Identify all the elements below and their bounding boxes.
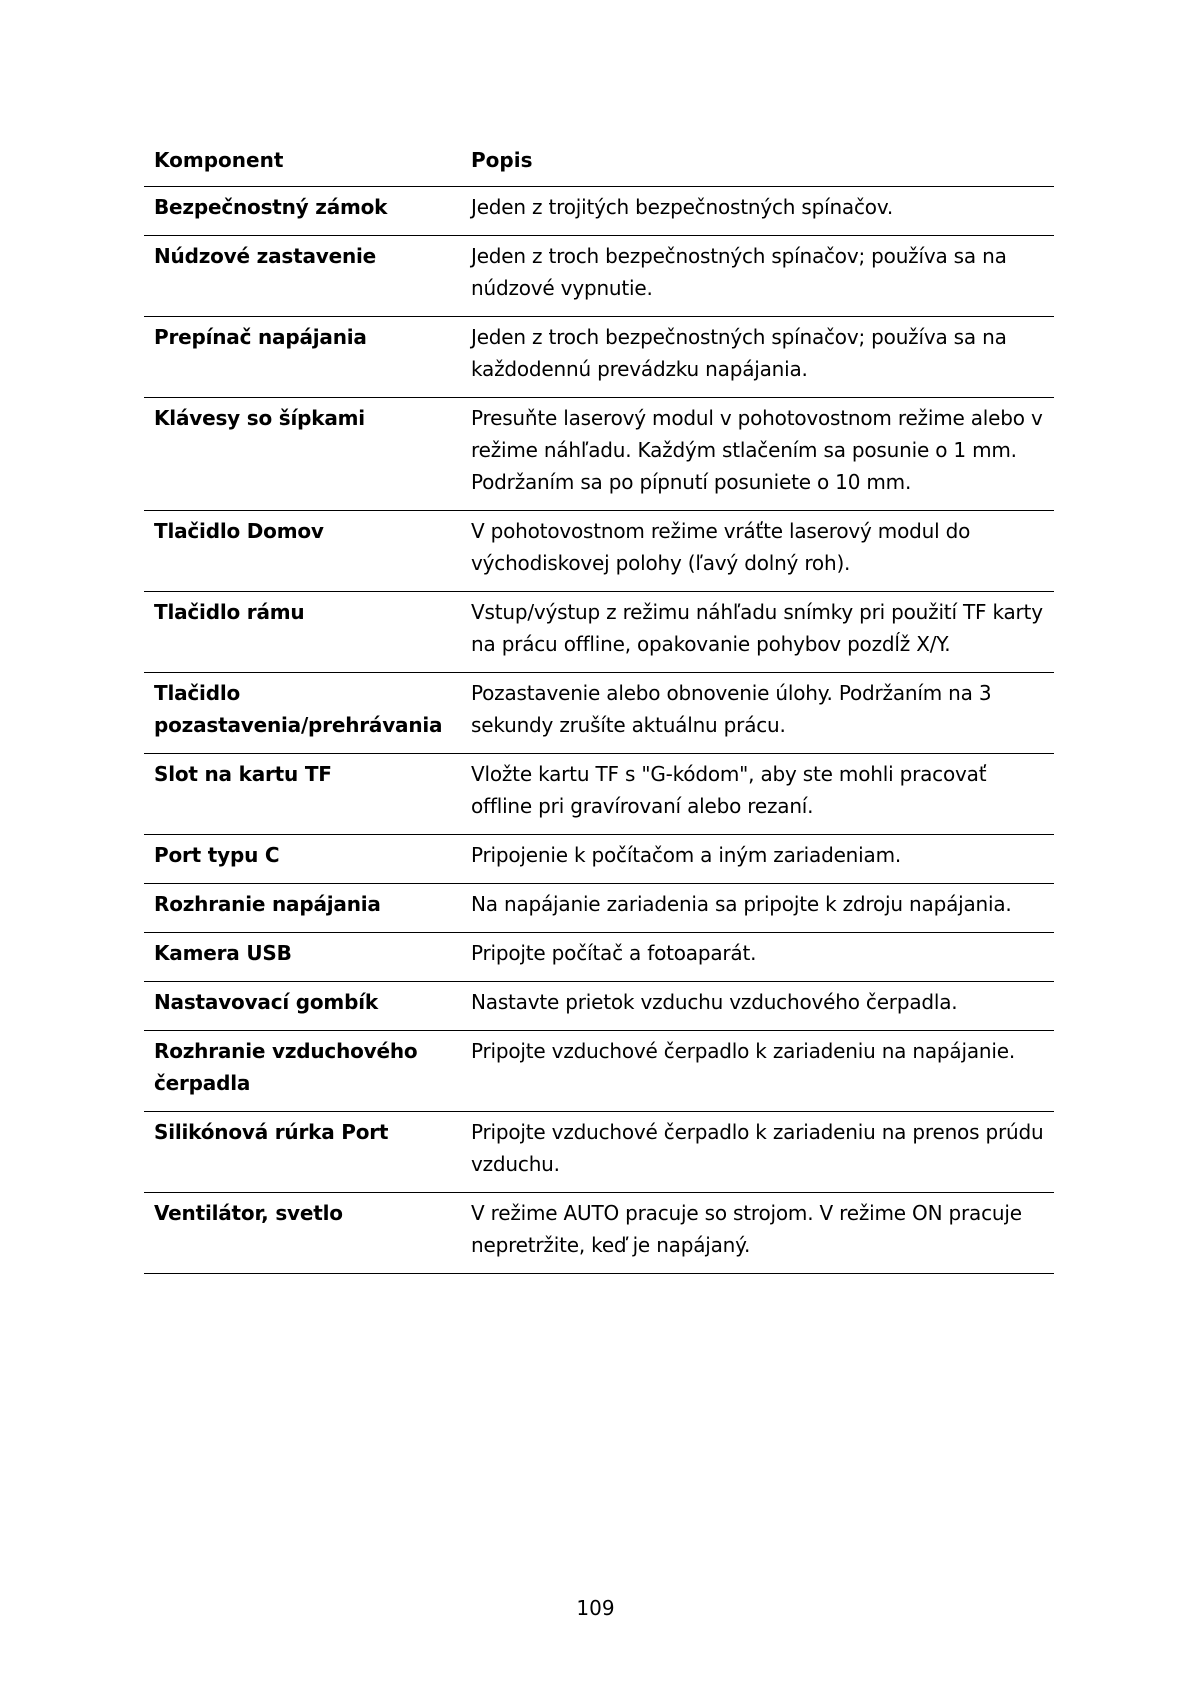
table-row — [144, 236, 1054, 317]
component-description: Vstup/výstup z režimu náhľadu snímky pri použití TF karty na prácu offline, opakovanie pohybov pozdĺž X/Y. — [461, 592, 1054, 673]
component-name: Tlačidlo rámu — [144, 592, 461, 673]
table-row — [144, 835, 1054, 884]
component-name: Núdzové zastavenie — [144, 236, 461, 317]
component-description: Pozastavenie alebo obnovenie úlohy. Podržaním na 3 sekundy zrušíte aktuálnu prácu. — [461, 673, 1054, 754]
component-name: Bezpečnostný zámok — [144, 187, 461, 236]
header-row — [144, 140, 1054, 187]
table-row — [144, 1031, 1054, 1112]
table-row — [144, 933, 1054, 982]
table-row — [144, 673, 1054, 754]
table-row — [144, 187, 1054, 236]
component-name: Prepínač napájania — [144, 317, 461, 398]
table-row — [144, 398, 1054, 511]
table-row — [144, 1112, 1054, 1193]
component-description: Nastavte prietok vzduchu vzduchového čerpadla. — [461, 982, 1054, 1031]
component-name: Slot na kartu TF — [144, 754, 461, 835]
table-header — [144, 140, 1054, 187]
component-description: Pripojte vzduchové čerpadlo k zariadeniu na napájanie. — [461, 1031, 1054, 1112]
component-name: Klávesy so šípkami — [144, 398, 461, 511]
component-description: Presuňte laserový modul v pohotovostnom režime alebo v režime náhľadu. Každým stlačením sa posunie o 1 mm. Podržaním sa po pípnutí posuniete o 10 mm. — [461, 398, 1054, 511]
component-name: Silikónová rúrka Port — [144, 1112, 461, 1193]
table-row — [144, 317, 1054, 398]
table-row — [144, 754, 1054, 835]
table-row — [144, 511, 1054, 592]
table-body — [144, 187, 1054, 1274]
component-name: Ventilátor, svetlo — [144, 1193, 461, 1274]
component-description: Jeden z trojitých bezpečnostných spínačov. — [461, 187, 1054, 236]
component-description: Vložte kartu TF s "G-kódom", aby ste mohli pracovať offline pri gravírovaní alebo rezaní. — [461, 754, 1054, 835]
component-description: V režime AUTO pracuje so strojom. V režime ON pracuje nepretržite, keď je napájaný. — [461, 1193, 1054, 1274]
component-description: Pripojte počítač a fotoaparát. — [461, 933, 1054, 982]
component-description: Na napájanie zariadenia sa pripojte k zdroju napájania. — [461, 884, 1054, 933]
component-name: Kamera USB — [144, 933, 461, 982]
page-number: 109 — [576, 1596, 615, 1620]
table-row — [144, 982, 1054, 1031]
component-name: Nastavovací gombík — [144, 982, 461, 1031]
component-description: Jeden z troch bezpečnostných spínačov; používa sa na každodennú prevádzku napájania. — [461, 317, 1054, 398]
table-row — [144, 1193, 1054, 1274]
component-description: Jeden z troch bezpečnostných spínačov; používa sa na núdzové vypnutie. — [461, 236, 1054, 317]
component-name: Tlačidlo Domov — [144, 511, 461, 592]
component-name: Rozhranie napájania — [144, 884, 461, 933]
component-name: Rozhranie vzduchového čerpadla — [144, 1031, 461, 1112]
component-name: Tlačidlo pozastavenia/prehrávania — [144, 673, 461, 754]
components-table — [144, 140, 1054, 1274]
component-description: V pohotovostnom režime vráťte laserový modul do východiskovej polohy (ľavý dolný roh). — [461, 511, 1054, 592]
table-row — [144, 592, 1054, 673]
header-description: Popis — [461, 140, 1054, 187]
component-name: Port typu C — [144, 835, 461, 884]
table-row — [144, 884, 1054, 933]
header-component: Komponent — [144, 140, 461, 187]
component-description: Pripojte vzduchové čerpadlo k zariadeniu na prenos prúdu vzduchu. — [461, 1112, 1054, 1193]
component-description: Pripojenie k počítačom a iným zariadeniam. — [461, 835, 1054, 884]
